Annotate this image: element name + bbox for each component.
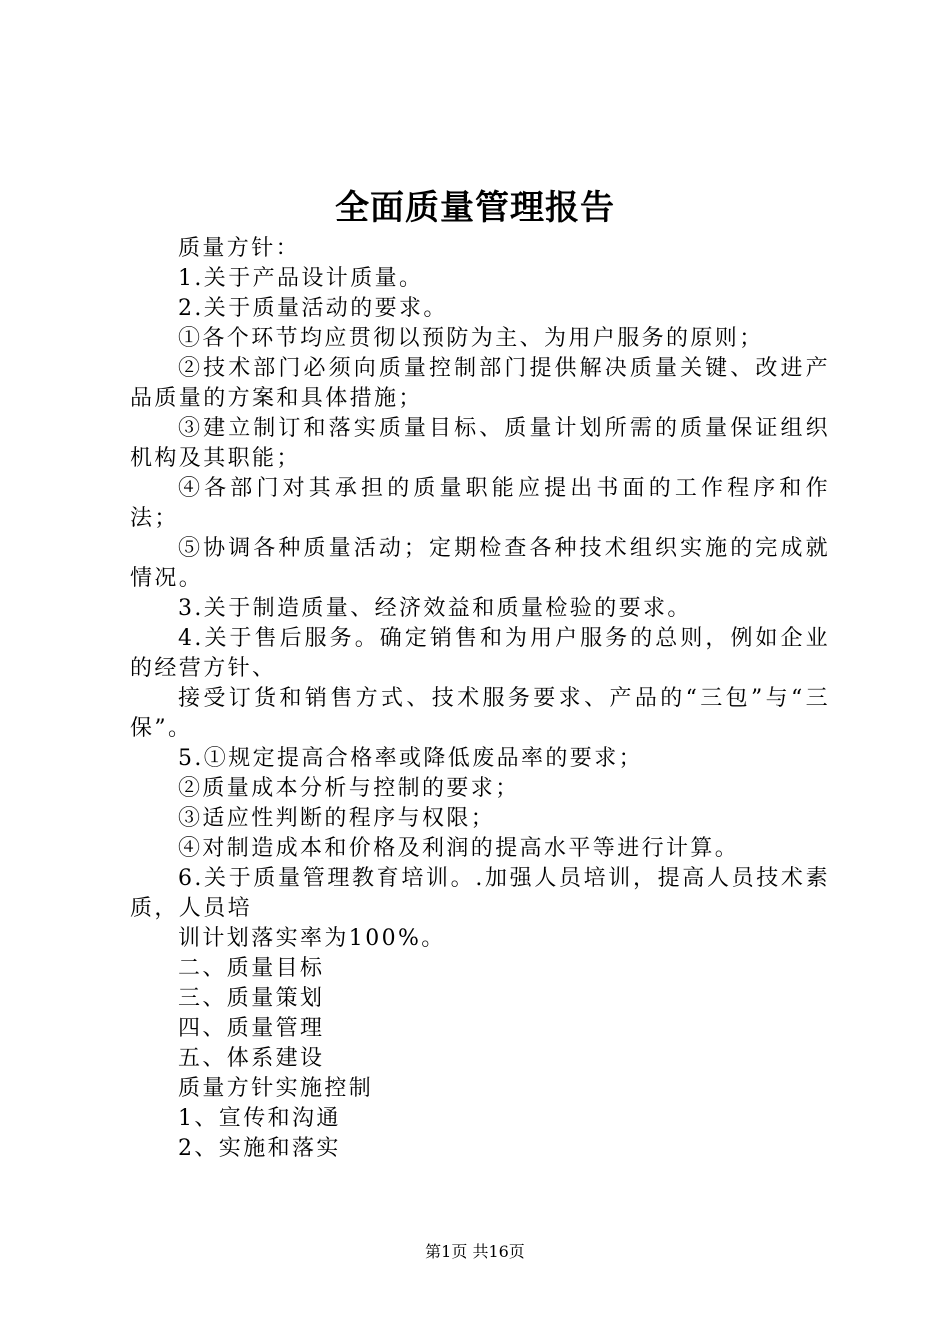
paragraph: 1、宣传和沟通: [178, 1106, 341, 1131]
paragraph: ④各部门对其承担的质量职能应提出书面的工作程序和作法；: [130, 476, 830, 531]
paragraph: 2.关于质量活动的要求。: [178, 296, 448, 321]
paragraph: 质量方针：: [178, 236, 301, 261]
paragraph: 1.关于产品设计质量。: [178, 266, 424, 291]
paragraph: 5.①规定提高合格率或降低废品率的要求；: [178, 746, 643, 771]
document-body: [130, 234, 830, 1164]
paragraph: ⑤协调各种质量活动；定期检查各种技术组织实施的完成就情况。: [130, 536, 830, 591]
paragraph: 训计划落实率为100%。: [178, 926, 446, 951]
document-title: 全面质量管理报告: [335, 188, 615, 228]
paragraph: ③适应性判断的程序与权限；: [178, 806, 496, 831]
paragraph: 三、质量策划: [178, 986, 325, 1011]
paragraph: 4.关于售后服务。确定销售和为用户服务的总则，例如企业的经营方针、: [130, 626, 830, 681]
paragraph: ②质量成本分析与控制的要求；: [178, 776, 520, 801]
paragraph: 3.关于制造质量、经济效益和质量检验的要求。: [178, 596, 692, 621]
paragraph: 质量方针实施控制: [178, 1076, 374, 1101]
paragraph: 接受订货和销售方式、技术服务要求、产品的“三包”与“三保”。: [130, 686, 830, 741]
paragraph: ③建立制订和落实质量目标、质量计划所需的质量保证组织机构及其职能；: [130, 416, 830, 471]
paragraph: 四、质量管理: [178, 1016, 325, 1041]
paragraph: ①各个环节均应贯彻以预防为主、为用户服务的原则；: [178, 326, 764, 351]
paragraph: ④对制造成本和价格及利润的提高水平等进行计算。: [178, 836, 740, 861]
paragraph: ②技术部门必须向质量控制部门提供解决质量关键、改进产品质量的方案和具体措施；: [130, 356, 830, 411]
paragraph: 二、质量目标: [178, 956, 325, 981]
paragraph: 6.关于质量管理教育培训。.加强人员培训，提高人员技术素质，人员培: [130, 866, 830, 921]
paragraph: 2、实施和落实: [178, 1136, 341, 1161]
paragraph: 五、体系建设: [178, 1046, 325, 1071]
page-footer: 第1页 共16页: [425, 1242, 525, 1261]
